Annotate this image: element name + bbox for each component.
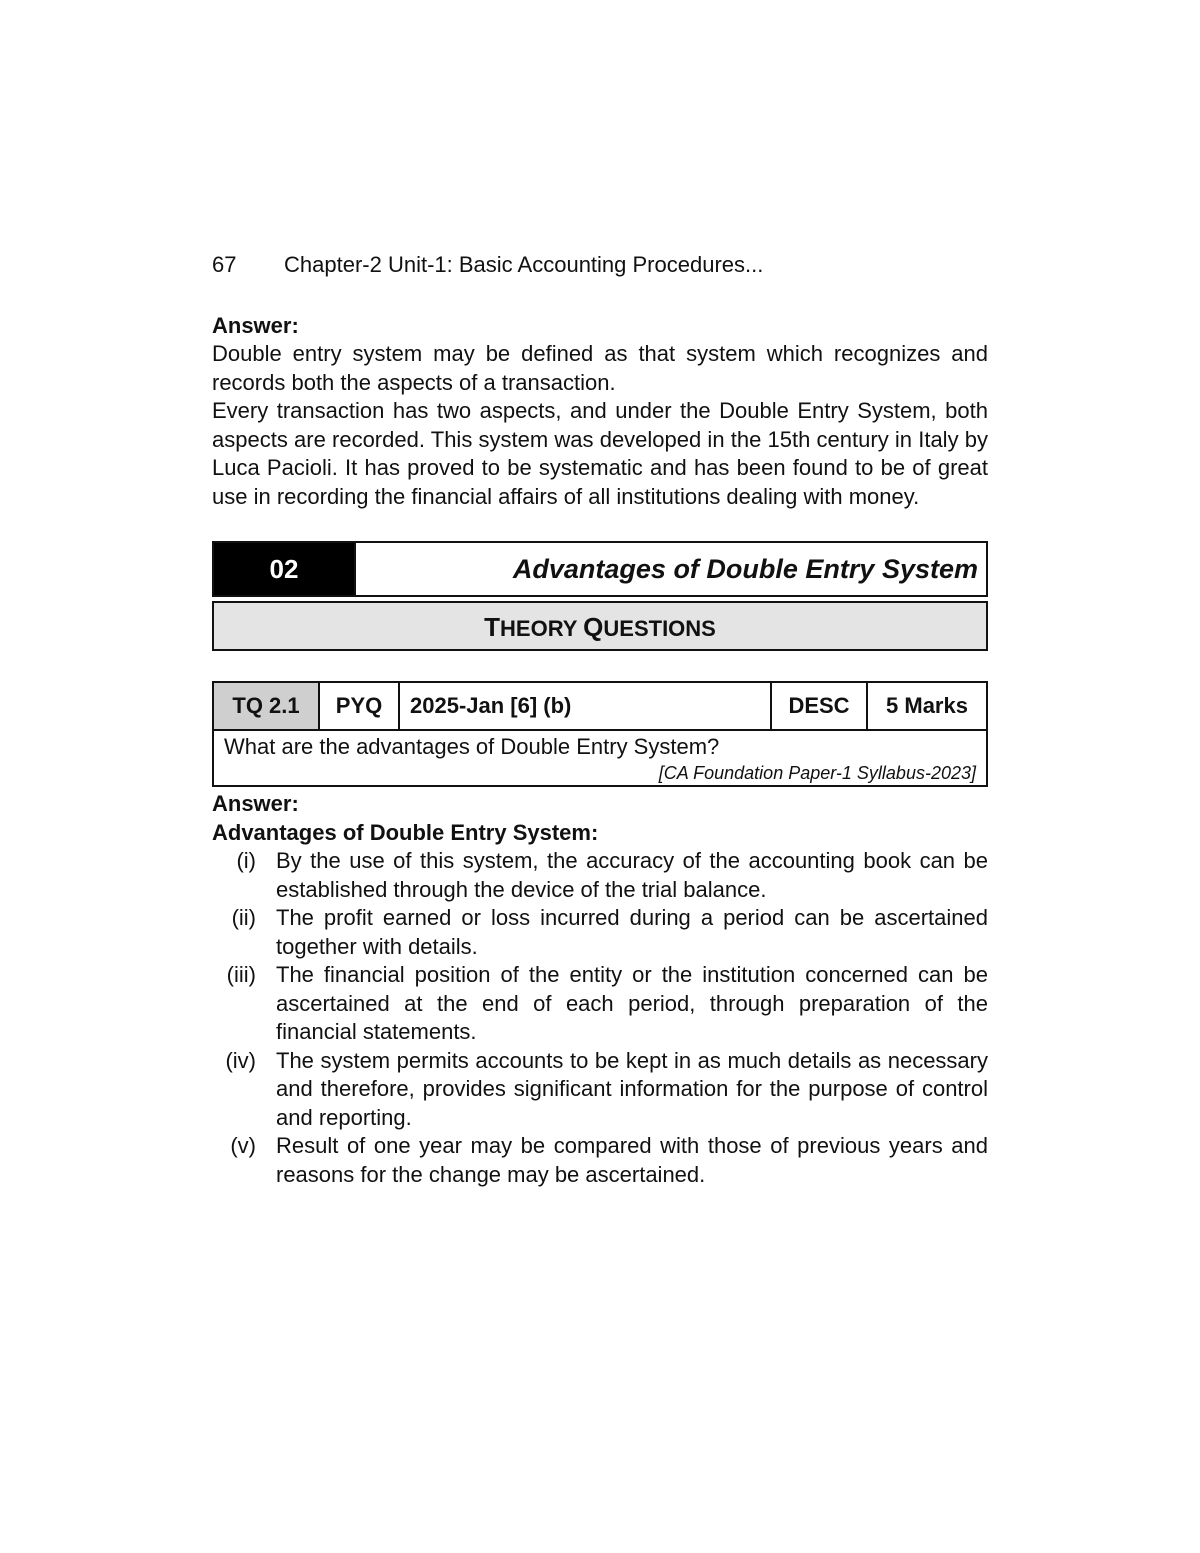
question-table — [212, 681, 988, 787]
list-item-text: The system permits accounts to be kept in as much details as necessary and therefore, provides significant information for the purpose of control and reporting. — [276, 1047, 988, 1130]
section-heading — [212, 541, 988, 597]
list-item-number: (iii) — [226, 962, 256, 987]
question-text-row — [213, 730, 987, 786]
theory-rest: HEORY — [500, 616, 584, 641]
intro-paragraph-1: Double entry system may be defined as that system which recognizes and records both the aspects of a transaction. — [212, 341, 988, 395]
question-marks: 5 Marks — [867, 682, 987, 730]
page-number: 67 — [212, 252, 237, 277]
list-item-text: The financial position of the entity or the institution concerned can be ascertained at the end of each period, through preparation of the financial statements. — [276, 962, 988, 1044]
list-item — [212, 961, 988, 1047]
question-category: DESC — [771, 682, 867, 730]
document-page — [212, 250, 988, 1189]
theory-questions-banner — [212, 601, 988, 651]
list-item-number: (ii) — [231, 905, 256, 930]
list-item-text: The profit earned or loss incurred during a period can be ascertained together with details. — [276, 905, 988, 959]
list-item — [212, 1132, 988, 1189]
question-meta-row — [213, 682, 987, 730]
question-source: [CA Foundation Paper-1 Syllabus-2023] — [658, 763, 976, 783]
list-item — [212, 1047, 988, 1133]
intro-paragraph-2: Every transaction has two aspects, and under the Double Entry System, both aspects are recorded. This system was developed in the 15th century in Italy by Luca Pacioli. It has proved to be systematic and has been found to be of great use in recording the financial affairs of all institutions dealing with money. — [212, 398, 988, 509]
questions-rest: UESTIONS — [603, 616, 716, 641]
questions-cap-q: Q — [583, 612, 604, 642]
list-item-text: Result of one year may be compared with those of previous years and reasons for the change may be ascertained. — [276, 1133, 988, 1187]
list-item — [212, 847, 988, 904]
list-item-text: By the use of this system, the accuracy of the accounting book can be established through the device of the trial balance. — [276, 848, 988, 902]
running-header — [212, 250, 988, 282]
section-number: 02 — [214, 543, 354, 595]
question-id: TQ 2.1 — [213, 682, 319, 730]
question-type: PYQ — [319, 682, 399, 730]
section-title: Advantages of Double Entry System — [354, 543, 986, 595]
theory-cap-t: T — [484, 612, 501, 642]
list-item-number: (iv) — [225, 1047, 256, 1073]
list-item-number: (i) — [236, 848, 256, 873]
intro-answer-label: Answer: — [212, 313, 299, 338]
answer-heading: Advantages of Double Entry System: — [212, 820, 599, 845]
question-cell — [213, 730, 987, 786]
list-item — [212, 904, 988, 961]
question-exam: 2025-Jan [6] (b) — [399, 682, 771, 730]
answer-label: Answer: — [212, 791, 299, 816]
advantages-list — [212, 847, 988, 1189]
chapter-title: Chapter-2 Unit-1: Basic Accounting Procedures... — [284, 252, 764, 277]
question-text: What are the advantages of Double Entry System? — [224, 734, 720, 759]
list-item-number: (v) — [230, 1133, 256, 1158]
